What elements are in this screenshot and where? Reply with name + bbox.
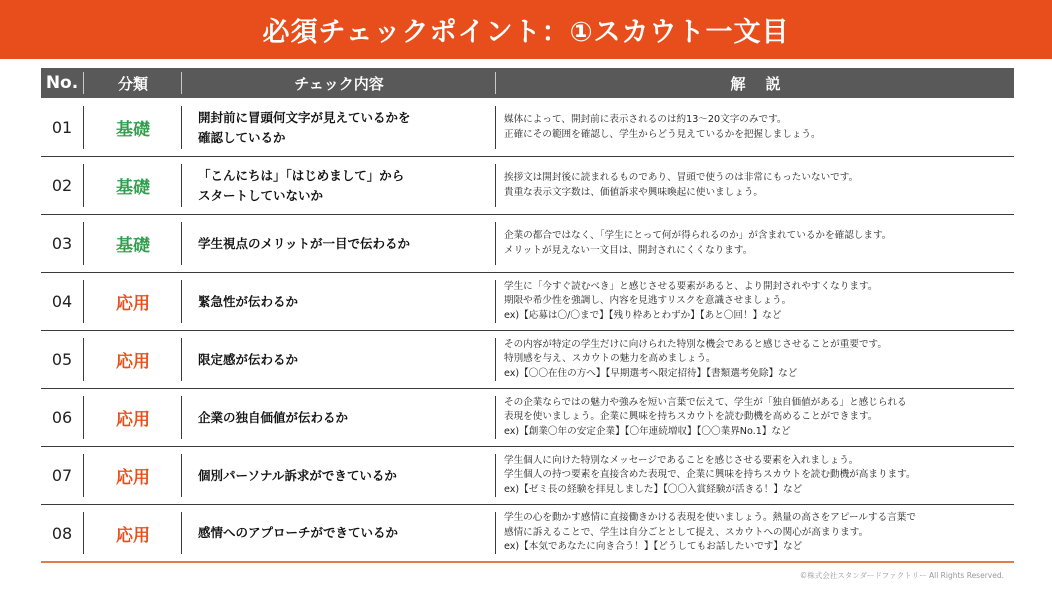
check-text-line: 緊急性が伝わるか [198, 293, 299, 309]
header-check: チェック内容 [294, 74, 384, 93]
check-text-line: 「こんにちは」「はじめまして」から [198, 167, 405, 183]
column-divider [83, 280, 84, 323]
table-header [41, 68, 1014, 98]
column-divider [495, 280, 496, 323]
check-item [198, 447, 488, 504]
category-label: 基礎 [116, 120, 150, 140]
header-divider [495, 72, 496, 94]
check-text-line: 感情へのアプローチができているか [198, 525, 399, 540]
column-divider [181, 106, 182, 149]
row-number: 07 [51, 466, 73, 485]
check-text-line: 確認しているか [198, 129, 286, 145]
column-divider [181, 396, 182, 439]
column-divider [495, 106, 496, 149]
explanation-text-line: メリットが見えない一文目は、開封されにくくなります。 [504, 244, 753, 256]
explanation-text-line: 媒体によって、開封前に表示されるのは約13〜20文字のみです。 [504, 114, 787, 125]
row-number: 05 [51, 350, 73, 369]
table-row [41, 389, 1014, 447]
explanation-text-line: 学生個人に向けた特別なメッセージであることを感じさせる要素を入れましょう。 [504, 454, 859, 466]
explanation [504, 447, 1016, 504]
explanation-text-line: 学生に「今すぐ読むべき」と感じさせる要素があると、より開封されやすくなります。 [504, 280, 878, 292]
table-row [41, 447, 1014, 505]
column-divider [83, 222, 84, 265]
column-divider [495, 396, 496, 439]
header-divider [181, 72, 182, 94]
explanation-text-line: 貴重な表示文字数は、価値訴求や興味喚起に使いましょう。 [504, 186, 764, 198]
table-row [41, 273, 1014, 331]
copyright: ©株式会社スタンダードファクトリー All Rights Reserved. [799, 571, 1004, 580]
explanation-text-line: 感情に訴えることで、学生は自分ごととして捉え、スカウトへの関心が高まります。 [504, 526, 869, 538]
column-divider [495, 338, 496, 381]
title-banner [0, 0, 1052, 59]
column-divider [83, 454, 84, 497]
explanation-text-line: ex)【ゼミ長の経験を拝見しました】【〇〇入賞経験が活きる！】など [504, 483, 803, 495]
column-divider [181, 454, 182, 497]
explanation-text-line: ex)【創業〇年の安定企業】【〇年連続増収】【〇〇業界No.1】など [504, 425, 791, 437]
explanation-text-line: ex)【本気であなたに向き合う！】【どうしてもお話したいです】など [504, 541, 803, 553]
category-label: 応用 [116, 352, 150, 372]
table-row [41, 505, 1014, 563]
category-label: 応用 [116, 410, 150, 430]
column-divider [181, 164, 182, 207]
check-item [198, 215, 488, 272]
explanation-text-line: その企業ならではの魅力や強みを短い言葉で伝えて、学生が「独自価値がある」と感じられる [504, 396, 907, 408]
category-label: 応用 [116, 294, 150, 314]
column-divider [83, 396, 84, 439]
check-text-line: スタートしていないか [198, 187, 324, 203]
check-item [198, 99, 488, 156]
column-divider [495, 164, 496, 207]
check-text-line: 企業の独自価値が伝わるか [198, 409, 349, 425]
explanation [504, 389, 1016, 446]
page-title: 必須チェックポイント：①スカウト一文目 [262, 17, 790, 48]
column-divider [495, 222, 496, 265]
row-number: 08 [51, 523, 73, 543]
column-divider [83, 164, 84, 207]
category-label: 基礎 [116, 236, 150, 256]
column-divider [83, 512, 84, 554]
column-divider [181, 222, 182, 265]
explanation [504, 215, 1016, 272]
explanation-text-line: 正確にその範囲を確認し、学生からどう見えているかを把握しましょう。 [504, 128, 821, 140]
category-label: 応用 [116, 468, 150, 488]
header-no: No. [45, 73, 79, 93]
row-number: 06 [51, 408, 73, 427]
column-divider [495, 454, 496, 497]
check-item [198, 389, 488, 446]
row-number: 03 [51, 234, 73, 253]
explanation [504, 157, 1016, 214]
check-text-line: 開封前に冒頭何文字が見えているかを [198, 109, 411, 125]
table-row [41, 157, 1014, 215]
explanation [504, 99, 1016, 156]
check-item [198, 157, 488, 214]
header-divider [83, 72, 84, 94]
explanation-text-line: 企業の都合ではなく、「学生にとって何が得られるのか」が含まれているかを確認します。 [504, 230, 892, 241]
explanation-text-line: その内容が特定の学生だけに向けられた特別な機会であると感じさせることが重要です。 [504, 338, 887, 350]
explanation-text-line: 学生個人の持つ要素を直接含めた表現で、企業に興味を持ちスカウトを読む動機が高まります。 [504, 469, 916, 481]
check-text-line: 限定感が伝わるか [198, 351, 299, 367]
row-number: 01 [51, 118, 73, 137]
column-divider [181, 280, 182, 323]
table-row [41, 215, 1014, 273]
explanation-text-line: 表現を使いましょう。企業に興味を持ちスカウトを読む動機を高めることができます。 [504, 411, 878, 423]
explanation [504, 331, 1016, 388]
row-number: 04 [51, 292, 73, 311]
check-text-line: 学生視点のメリットが一目で伝わるか [198, 235, 411, 251]
category-label: 基礎 [116, 178, 150, 198]
explanation-text-line: ex)【〇〇在住の方へ】【早期選考へ限定招待】【書類選考免除】など [504, 367, 798, 379]
explanation-text-line: 特別感を与え、スカウトの魅力を高めましょう。 [504, 353, 716, 365]
explanation-text-line: 期限や希少性を強調し、内容を見逃すリスクを意識させましょう。 [504, 295, 792, 307]
explanation-text-line: ex)【応募は〇/〇まで】【残り枠あとわずか】【あと〇回！】など [504, 309, 782, 321]
header-category: 分類 [117, 74, 148, 93]
category-label: 応用 [116, 525, 150, 546]
explanation-text-line: 挨拶文は開封後に読まれるものであり、冒頭で使うのは非常にもったいないです。 [504, 172, 859, 183]
column-divider [83, 106, 84, 149]
check-text-line: 個別パーソナル訴求ができているか [198, 467, 397, 483]
table-row [41, 331, 1014, 389]
column-divider [181, 338, 182, 381]
header-explanation: 解説 [730, 74, 801, 93]
column-divider [495, 512, 496, 554]
column-divider [83, 338, 84, 381]
check-item [198, 331, 488, 388]
row-number: 02 [51, 176, 73, 195]
column-divider [181, 512, 182, 554]
check-item [198, 505, 488, 561]
table-row [41, 99, 1014, 157]
explanation-text-line: 学生の心を動かす感情に直接働きかける表現を使いましょう。熱量の高さをアピールする言葉で [504, 512, 916, 524]
explanation [504, 505, 1016, 561]
explanation [504, 273, 1016, 330]
check-item [198, 273, 488, 330]
